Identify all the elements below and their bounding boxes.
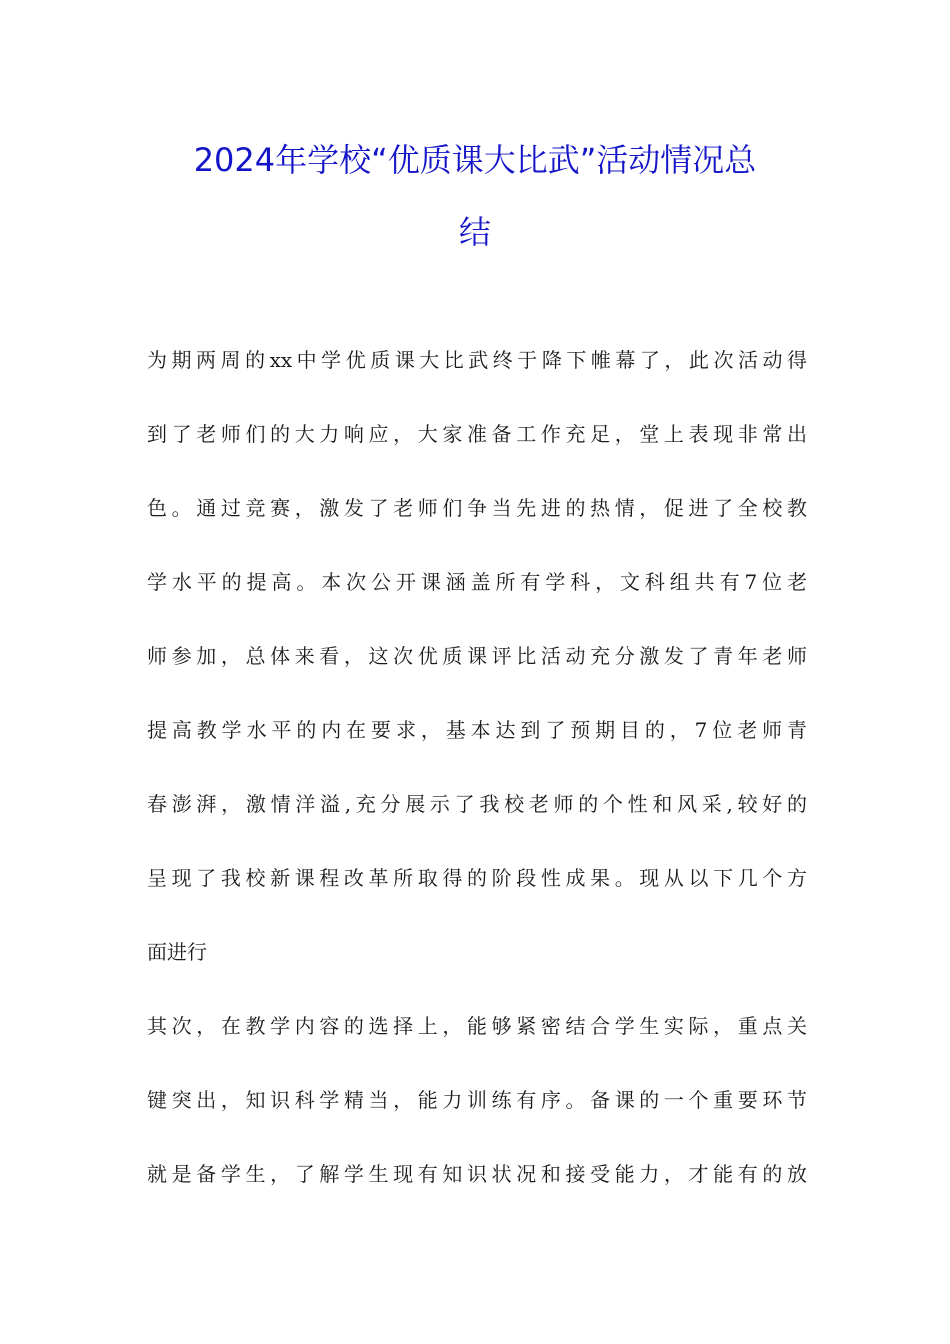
text-line: 面进行 xyxy=(147,940,207,964)
title-line: 2024年学校“优质课大比武”活动情况总 xyxy=(193,141,757,179)
text-line: 呈现了我校新课程改革所取得的阶段性成果。现从以下几个方 xyxy=(147,866,807,890)
text-line: 就是备学生，了解学生现有知识状况和接受能力，才能有的放 xyxy=(147,1162,807,1186)
text-line: 其次，在教学内容的选择上，能够紧密结合学生实际，重点关 xyxy=(147,1014,807,1038)
document-title xyxy=(0,124,950,268)
text-line: 学水平的提高。本次公开课涵盖所有学科，文科组共有7位老 xyxy=(147,570,807,594)
text-line: 键突出，知识科学精当，能力训练有序。备课的一个重要环节 xyxy=(147,1088,807,1112)
text-line: 春澎湃，激情洋溢,充分展示了我校老师的个性和风采,较好的 xyxy=(147,792,807,816)
title-line: 结 xyxy=(458,213,491,251)
text-line: 到了老师们的大力响应，大家准备工作充足，堂上表现非常出 xyxy=(147,422,807,446)
text-line: 为期两周的xx中学优质课大比武终于降下帷幕了，此次活动得 xyxy=(147,348,807,372)
text-line: 师参加，总体来看，这次优质课评比活动充分激发了青年老师 xyxy=(147,644,807,668)
text-line: 提高教学水平的内在要求，基本达到了预期目的，7位老师青 xyxy=(147,718,807,742)
text-line: 色。通过竞赛，激发了老师们争当先进的热情，促进了全校教 xyxy=(147,496,807,520)
